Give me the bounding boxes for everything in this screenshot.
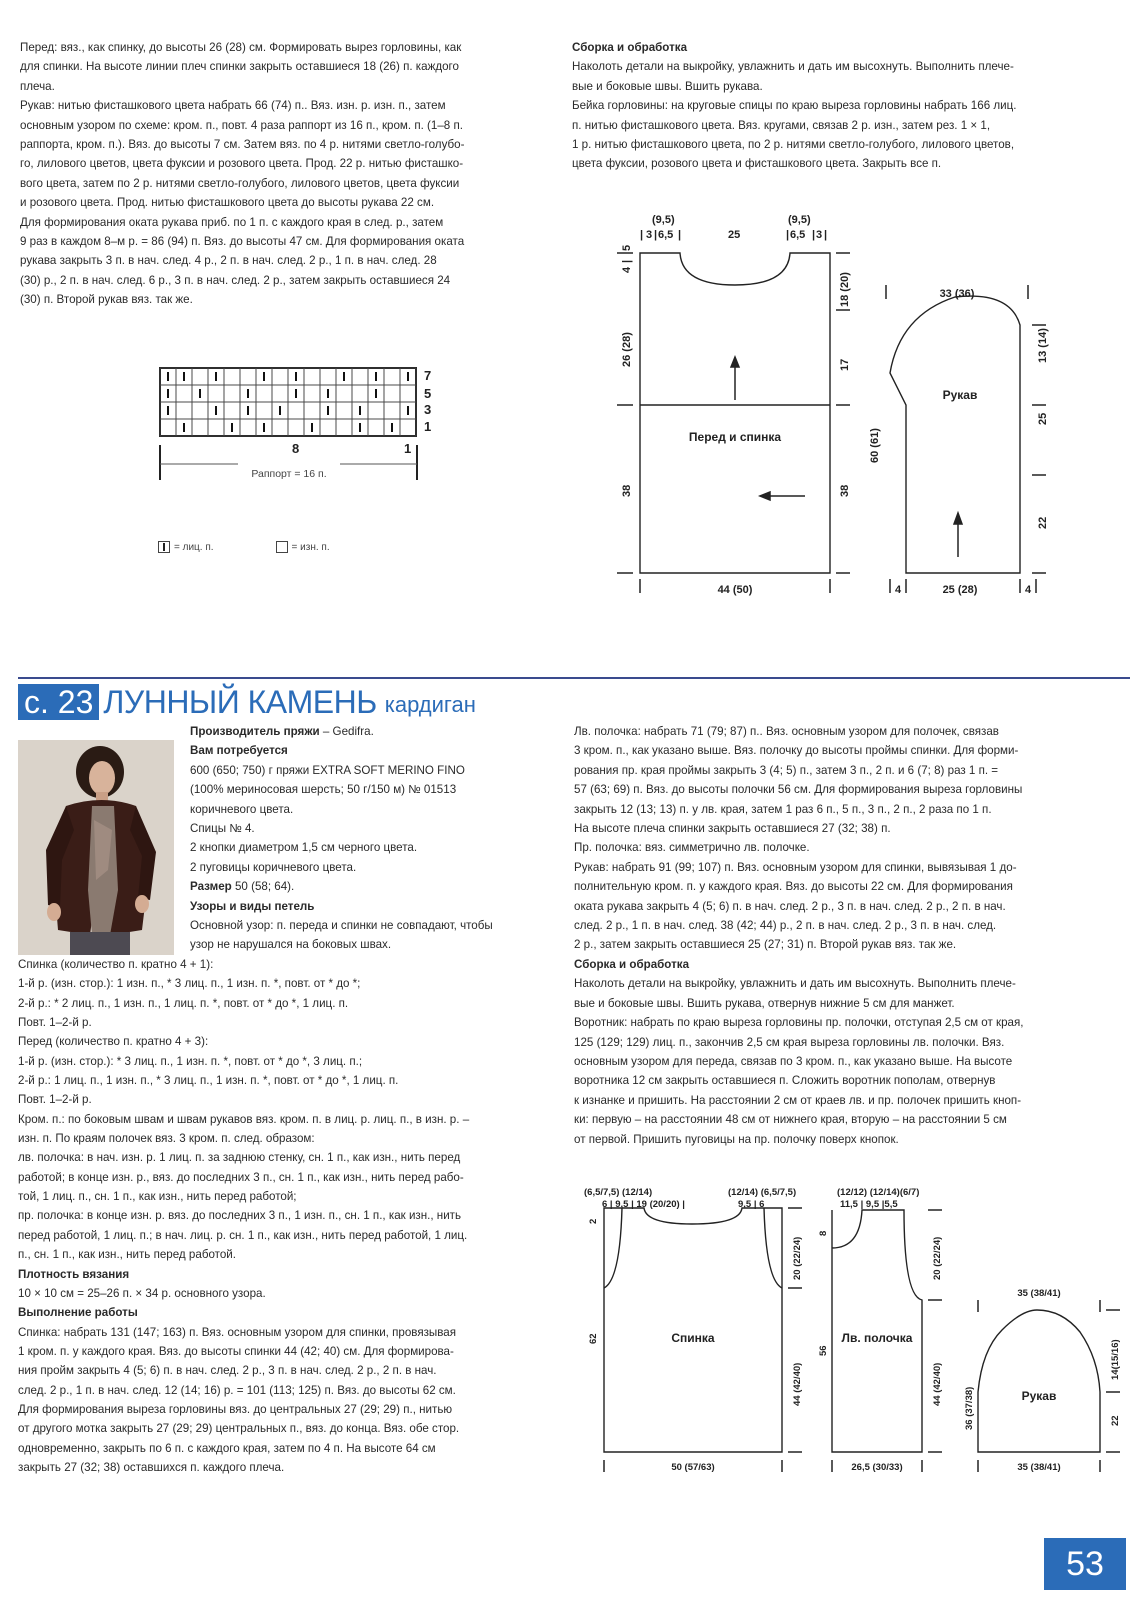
top-right-line: п. нитью фисташкового цвета. Вяз. кругами, связав 2 р. изн., затем рез. 1 × 1, [572, 118, 991, 132]
right_col-line [574, 800, 1024, 819]
chart-cell [304, 402, 320, 419]
sleeve-width: 35 (38/41) [1017, 1462, 1061, 1473]
project-subtitle: кардиган [384, 692, 476, 717]
right_col-text: вые и боковые швы. Вшить рукава, отвернув нижние 5 см для манжет. [574, 996, 955, 1010]
chart-cell [240, 419, 256, 436]
dim-38-left: 38 [621, 484, 633, 497]
left_col-line [18, 1052, 469, 1071]
materials-text: Спицы № 4. [190, 822, 255, 836]
left_col-text: ния пройм закрыть 4 (5; 6) п. в нач. след. 2 р., 3 п. в нач. след. 2 р., 2 п. в нач. [18, 1364, 437, 1378]
left_col-text: лв. полочка: в нач. изн. р. 1 лиц. п. за заднюю стенку, сн. 1 п., как изн., нить перед [18, 1151, 461, 1165]
dim-2: 2 [588, 1218, 599, 1224]
chart-cell [352, 368, 368, 385]
chart-cell [272, 385, 288, 402]
right_col-line [574, 722, 1024, 741]
right_col-text: На высоте плеча спинки закрыть оставшиеся 27 (32; 38) п. [574, 822, 891, 836]
materials-text: (100% мериносовая шерсть; 50 г/150 м) № 01513 [190, 783, 457, 797]
dim-sleeve-4-right: 4 [1024, 584, 1032, 596]
materials-line [190, 916, 493, 935]
schematic-top [600, 205, 1080, 605]
dim-38-right: 38 [839, 484, 851, 497]
chart-cell [320, 419, 336, 436]
back-top-dims-3: (12/14) (6,5/7,5) [728, 1187, 797, 1198]
back-top-dims-1: (6,5/7,5) (12/14) [584, 1187, 653, 1198]
right_col-text: рования пр. края проймы закрыть 3 (4; 5) п., затем 3 п., 2 п. и 6 (7; 8) раз 1 п. = [574, 763, 999, 777]
left_col-text: Кром. п.: по боковым швам и швам рукавов вяз. кром. п. в лиц. р. лиц. п., в изн. р. – [18, 1112, 470, 1126]
chart-cell [272, 368, 288, 385]
dim-4: 4 [621, 266, 633, 273]
chart-row-3: 3 [424, 402, 432, 417]
right_col-line [574, 955, 1024, 974]
left_col-line [18, 1361, 469, 1380]
left_col-line [18, 955, 469, 974]
left_col-line [18, 1226, 469, 1245]
chart-cell [176, 385, 192, 402]
chart-cell [224, 385, 240, 402]
left_col-text: 10 × 10 см = 25–26 п. × 34 р. основного узора. [18, 1286, 266, 1300]
right_col-text: Воротник: набрать по краю выреза горловины пр. полочки, отступая 2,5 см от края, [574, 1016, 1024, 1030]
top_left-line: (30) р., 2 п. в нач. след. 6 р., 3 п. в нач. след. 2 р., затем закрыть оставшиеся 24 [20, 273, 451, 287]
materials-text: коричневого цвета. [190, 802, 294, 816]
top_left-line: для спинки. На высоте линии плеч спинки закрыть оставшиеся 18 (26) п. каждого [20, 60, 459, 74]
front-top-dims-2: 11,5 | 9,5 |5,5 [840, 1199, 898, 1210]
right_col-line [574, 819, 1024, 838]
right_col-text: к изнанке и пришить. На расстоянии 2 см от краев лв. и пр. полочек пришить кноп- [574, 1093, 1022, 1107]
right_col-text: Наколоть детали на выкройку, увлажнить и дать им высохнуть. Выполнить плече- [574, 977, 1016, 991]
left_col-text: Спинка: набрать 131 (147; 163) п. Вяз. основным узором для спинки, провязывая [18, 1325, 457, 1339]
left_col-line [18, 1458, 469, 1477]
chart-cell [192, 419, 208, 436]
chart-row-5: 5 [424, 386, 432, 401]
svg-text:|: | [786, 229, 790, 241]
chart-cell [192, 402, 208, 419]
materials-text [190, 722, 493, 955]
materials-bold: Производитель пряжи [190, 725, 320, 738]
instructions-left [18, 955, 469, 1477]
chart-cell [256, 402, 272, 419]
right_col-bold: Сборка и обработка [574, 957, 690, 971]
page-ref: с. 23 [18, 684, 99, 720]
dim-sleeve-22: 22 [1110, 1415, 1121, 1426]
left_col-text: одновременно, закрыть по 6 п. с каждого края, затем по 4 п. На высоте 64 см [18, 1441, 436, 1455]
stitch-chart [150, 360, 450, 500]
dim-sleeve-top: 33 (36) [939, 288, 975, 300]
left_col-text: пр. полочка: в конце изн. р. вяз. до последних 3 п., 1 изн. п., сн. 1 п., как изн., нить [18, 1209, 462, 1223]
right_col-text: Рукав: набрать 91 (99; 107) п. Вяз. основным узором для спинки, вывязывая 1 до- [574, 860, 1017, 874]
materials-line [190, 838, 493, 857]
right_col-text: полнительную кром. п. у каждого края. Вяз. до высоты 22 см. Для формирования [574, 880, 1013, 894]
chart-cell [304, 368, 320, 385]
top_left-line: 9 раз в каждом 8–м р. = 86 (94) п. Вяз. до высоты 47 см. Для формирования оката [20, 235, 465, 249]
right_col-text: закрыть 12 (13; 13) п. у лв. края, затем 1 раз 6 п., 5 п., 3 п., 2 п., 2 раза по 1 п. [574, 802, 992, 816]
chart-cell [288, 419, 304, 436]
purl-symbol-icon [276, 541, 288, 553]
top_left-line: раппорта, кром. п.). Вяз. до высоты 7 см. Затем вяз. по 4 р. нитями светло-голубо- [20, 138, 465, 152]
top-right-line: Бейка горловины: на круговые спицы по краю выреза горловины набрать 166 лиц. [572, 99, 1017, 113]
dim-sleeve-4-left: 4 [894, 584, 902, 596]
chart-cell [400, 385, 416, 402]
right_col-line [574, 994, 1024, 1013]
left_col-text: 1 кром. п. у каждого края. Вяз. до высоты спинки 44 (42; 40) см. Для формирова- [18, 1344, 454, 1358]
right_col-line [574, 916, 1024, 935]
right_col-line [574, 780, 1024, 799]
right_col-text: от первой. Пришить пуговицы на пр. полочку поверх кнопок. [574, 1132, 899, 1146]
chart-cell [208, 419, 224, 436]
materials-text: 2 пуговицы коричневого цвета. [190, 860, 357, 874]
back-label: Спинка [671, 1331, 715, 1345]
top_left-line: вого цвета, затем по 2 р. нитями светло-голубого, лилового цветов, цвета фуксии [20, 176, 460, 190]
left_col-line [18, 1303, 469, 1322]
dim-front-20-22: 20 (22/24) [932, 1236, 943, 1280]
top_left-line: (30) п. Второй рукав вяз. так же. [20, 293, 193, 307]
chart-cell [208, 385, 224, 402]
chart-cell [224, 402, 240, 419]
chart-repeat-label: Раппорт = 16 п. [251, 468, 327, 480]
svg-text:|: | [654, 229, 658, 241]
page-number: 53 [1044, 1538, 1126, 1590]
materials-line [190, 800, 493, 819]
section-title [18, 684, 476, 720]
top_left-line: и розового цвета. Прод. нитью фисташкового цвета до высоты рукава 22 см. [20, 196, 435, 210]
left_col-line [18, 1187, 469, 1206]
materials-line [190, 741, 493, 760]
left_col-line [18, 1206, 469, 1225]
materials-line [190, 819, 493, 838]
left_col-text: той, 1 лиц. п., сн. 1 п., как изн., нить перед работой; [18, 1190, 297, 1204]
dim-14-15: 14(15/16) [1110, 1339, 1121, 1380]
materials-line [190, 761, 493, 780]
left_col-line [18, 1129, 469, 1148]
front-width: 26,5 (30/33) [851, 1462, 903, 1473]
left_col-line [18, 1342, 469, 1361]
left_col-text: 2-й р.: * 2 лиц. п., 1 изн. п., 1 лиц. п. *, повт. от * до *, 1 лиц. п. [18, 996, 349, 1010]
left_col-line [18, 1419, 469, 1438]
right_col-text: 57 (63; 69) п. Вяз. до высоты полочки 56 см. Для формирования выреза горловины [574, 783, 1023, 797]
materials-text: узор не нарушался на боковых швах. [190, 938, 392, 952]
legend-knit: = лиц. п. [174, 541, 214, 553]
left_col-line [18, 1284, 469, 1303]
chart-col-8: 8 [292, 441, 300, 456]
dim-shoulder-right: (9,5) [788, 214, 811, 226]
left_col-line [18, 974, 469, 993]
chart-cell [384, 368, 400, 385]
top-right-line: Наколоть детали на выкройку, увлажнить и дать им высохнуть. Выполнить плече- [572, 60, 1014, 74]
dim-22: 22 [1037, 516, 1049, 529]
front-top-dims-1: (12/12) (12/14)(6/7) [837, 1187, 920, 1198]
dim-5: 5 [621, 244, 633, 251]
right_col-line [574, 858, 1024, 877]
chart-cell [384, 402, 400, 419]
right_col-line [574, 877, 1024, 896]
chart-cell [240, 368, 256, 385]
left_col-text: след. 2 р., 1 п. в нач. след. 12 (14; 16) р. = 101 (113; 125) п. Вяз. до высоты 62 см. [18, 1383, 456, 1397]
left_col-line [18, 1110, 469, 1129]
materials-line [190, 935, 493, 954]
left_col-line [18, 1032, 469, 1051]
left_col-text: Перед (количество п. кратно 4 + 3): [18, 1035, 209, 1049]
chart-cell [400, 419, 416, 436]
left_col-line [18, 994, 469, 1013]
chart-cell [368, 419, 384, 436]
materials-line [190, 858, 493, 877]
dim-front-44-42: 44 (42/40) [932, 1362, 943, 1406]
top-left-text [20, 38, 464, 310]
left_col-text: закрыть 27 (32; 38) оставшихся п. каждого плеча. [18, 1460, 285, 1474]
materials-text: 50 (58; 64). [231, 880, 295, 894]
right_col-line [574, 1130, 1024, 1149]
right_col-line [574, 897, 1024, 916]
left_col-text: Спинка (количество п. кратно 4 + 1): [18, 958, 214, 971]
dim-18-20: 18 (20) [839, 272, 851, 307]
right_col-line [574, 935, 1024, 954]
left_col-line [18, 1090, 469, 1109]
back-top-dims-4: 9,5 | 6 [738, 1199, 765, 1210]
dim-56: 56 [818, 1345, 829, 1356]
chart-col-1: 1 [404, 441, 412, 456]
right_col-text: оката рукава закрыть 4 (5; 6) п. в нач. след. 2 р., 3 п. в нач. след. 2 р., 2 п. в нач. [574, 899, 1006, 913]
svg-text:|: | [812, 229, 816, 241]
right_col-line [574, 1013, 1024, 1032]
dim-3-right: 3 [816, 229, 823, 241]
svg-text:|: | [678, 229, 682, 241]
svg-text:|: | [621, 259, 633, 263]
left_col-text: от другого мотка закрыть 27 (29; 29) центральных п., вяз. до конца. Вяз. обе стор. [18, 1422, 460, 1436]
svg-text:|: | [640, 229, 644, 241]
materials-line [190, 897, 493, 916]
right_col-text: Пр. полочка: вяз. симметрично лв. полочке. [574, 841, 810, 855]
right_col-line [574, 1071, 1024, 1090]
top-right-text [572, 38, 1016, 174]
left_col-bold: Плотность вязания [18, 1267, 130, 1281]
top-right-line: 1 р. нитью фисташкового цвета, по 2 р. нитями светло-голубого, лилового цветов, [572, 138, 1015, 152]
chart-cell [192, 368, 208, 385]
right_col-text: основным узором для переда, связав по 3 кром. п., как указано выше. На высоте [574, 1054, 1013, 1068]
top_left-line: плеча. [20, 79, 55, 93]
chart-cell [176, 402, 192, 419]
left_col-text: 1-й р. (изн. стор.): 1 изн. п., * 3 лиц. п., 1 изн. п. *, повт. от * до *; [18, 977, 361, 991]
chart-cell [288, 402, 304, 419]
materials-text: – Gedifra. [319, 725, 374, 738]
back-width: 50 (57/63) [671, 1462, 715, 1473]
top-right-line: вые и боковые швы. Вшить рукава. [572, 79, 763, 93]
right_col-line [574, 1091, 1024, 1110]
left_col-line [18, 1013, 469, 1032]
left_col-line [18, 1265, 469, 1284]
chart-cell [368, 402, 384, 419]
materials-text: 600 (650; 750) г пряжи EXTRA SOFT MERINO FINO [190, 763, 465, 777]
chart-legend [158, 541, 330, 553]
top_left-line: Рукав: нитью фисташкового цвета набрать 66 (74) п.. Вяз. изн. р. изн. п., затем [20, 99, 446, 113]
right_col-line [574, 838, 1024, 857]
dim-36-37: 36 (37/38) [964, 1386, 975, 1430]
right_col-text: воротника 12 см закрыть оставшиеся п. Сложить воротник пополам, отвернув [574, 1074, 996, 1088]
left_col-text: Повт. 1–2-й р. [18, 1016, 92, 1030]
top_left-line: Перед: вяз., как спинку, до высоты 26 (28) см. Формировать вырез горловины, как [20, 41, 462, 54]
right_col-line [574, 974, 1024, 993]
left_col-text: 2-й р.: 1 лиц. п., 1 изн. п., * 3 лиц. п., 1 изн. п. *, повт. от * до *, 1 лиц. п. [18, 1074, 399, 1088]
chart-grid [160, 368, 416, 436]
dim-shoulder-left: (9,5) [652, 214, 675, 226]
top_left-line: го, лилового цветов, цвета фуксии и розового цвета. Прод. 22 р. нитью фисташко- [20, 157, 464, 171]
dim-back-44-42: 44 (42/40) [792, 1362, 803, 1406]
dim-26-28: 26 (28) [621, 332, 633, 367]
legend-purl: = изн. п. [291, 541, 330, 553]
dim-65-right: 6,5 [790, 229, 806, 241]
chart-cell [272, 419, 288, 436]
dim-sleeve-width: 25 (28) [942, 584, 978, 596]
chart-cell [256, 385, 272, 402]
materials-bold: Узоры и виды петель [190, 899, 315, 913]
chart-cell [336, 402, 352, 419]
instructions-right [574, 722, 1024, 1149]
dim-back-20-22: 20 (22/24) [792, 1236, 803, 1280]
knit-symbol-icon [158, 541, 170, 553]
dim-17: 17 [839, 358, 851, 371]
dim-neck: 25 [728, 229, 741, 241]
right_col-line [574, 741, 1024, 760]
left_col-text: Для формирования выреза горловины вяз. до центральных 27 (29; 29) п., нитью [18, 1402, 453, 1416]
top_left-line: основным узором по схеме: кром. п., повт. 4 раза раппорт из 16 п., кром. п. (1–8 п. [20, 118, 463, 132]
right_col-line [574, 1033, 1024, 1052]
chart-cell [336, 385, 352, 402]
svg-text:|: | [824, 229, 828, 241]
right_col-line [574, 761, 1024, 780]
left_col-bold: Выполнение работы [18, 1306, 138, 1320]
left_col-line [18, 1168, 469, 1187]
left_col-text: Повт. 1–2-й р. [18, 1093, 92, 1107]
materials-line [190, 877, 493, 896]
dim-25: 25 [1037, 412, 1049, 425]
materials-line [190, 722, 493, 741]
right_col-text: 3 кром. п., как указано выше. Вяз. полочку до высоты проймы спинки. Для форми- [574, 744, 1019, 758]
chart-cell [320, 368, 336, 385]
right_col-line [574, 1110, 1024, 1129]
sleeve-top-dim: 35 (38/41) [1017, 1288, 1061, 1299]
chart-cell [224, 368, 240, 385]
schematic-bottom [582, 1180, 1122, 1480]
chart-row-7: 7 [424, 368, 432, 383]
left_col-line [18, 1148, 469, 1167]
left_col-text: перед работой, 1 лиц. п.; в нач. лиц. р. сн. 1 п., как изн., нить перед работой, 1 лиц. [18, 1228, 468, 1242]
left_col-line [18, 1381, 469, 1400]
top-right-line: цвета фуксии, розового цвета и фисташкового цвета. Закрыть все п. [572, 157, 942, 171]
chart-cell [160, 419, 176, 436]
dim-3-left: 3 [646, 229, 653, 241]
model-photo [18, 740, 174, 955]
body-label: Перед и спинка [688, 430, 782, 444]
left_col-text: п., сн. 1 п., как изн., нить перед работой. [18, 1248, 236, 1262]
front-label: Лв. полочка [841, 1331, 913, 1345]
top_left-line: Для формирования оката рукава приб. по 1 п. с каждого края в след. р., затем [20, 215, 444, 229]
chart-cell [384, 385, 400, 402]
project-title: ЛУННЫЙ КАМЕНЬ [103, 684, 377, 720]
left_col-text: 1-й р. (изн. стор.): * 3 лиц. п., 1 изн. п. *, повт. от * до *, 3 лиц. п.; [18, 1054, 363, 1068]
left_col-line [18, 1400, 469, 1419]
section-rule [18, 677, 1130, 679]
dim-13-14: 13 (14) [1037, 328, 1049, 363]
assembly-heading: Сборка и обработка [572, 41, 688, 54]
left_col-line [18, 1323, 469, 1342]
materials-line [190, 780, 493, 799]
left_col-line [18, 1071, 469, 1090]
sleeve-label: Рукав [942, 388, 978, 402]
right_col-line [574, 1052, 1024, 1071]
chart-row-1: 1 [424, 419, 432, 434]
chart-cell [336, 419, 352, 436]
dim-width: 44 (50) [717, 584, 753, 596]
materials-text: 2 кнопки диаметром 1,5 см черного цвета. [190, 841, 418, 855]
top_left-line: рукава закрыть 3 п. в нач. след. 4 р., 2 п. в нач. след. 2 р., 1 п. в нач. след. 28 [20, 254, 437, 268]
back-top-dims-2: 6 | 9,5 | 19 (20/20) | [602, 1199, 685, 1210]
chart-cell [352, 385, 368, 402]
materials-bold: Размер [190, 880, 232, 894]
left_col-line [18, 1439, 469, 1458]
right_col-text: 125 (129; 129) лиц. п., закончив 2,5 см края выреза горловины лв. полочки. Вяз. [574, 1035, 1005, 1049]
materials-bold: Вам потребуется [190, 744, 288, 758]
right_col-text: Лв. полочка: набрать 71 (79; 87) п.. Вяз. основным узором для полочек, связав [574, 725, 999, 738]
dim-8: 8 [818, 1230, 829, 1236]
left_col-line [18, 1245, 469, 1264]
dim-65-left: 6,5 [658, 229, 674, 241]
dim-62: 62 [588, 1333, 599, 1344]
sleeve-label-2: Рукав [1021, 1389, 1057, 1403]
right_col-text: ки: первую – на расстоянии 48 см от нижнего края, вторую – на расстоянии 5 см [574, 1113, 1007, 1127]
dim-60-61: 60 (61) [869, 428, 881, 463]
chart-cell [304, 385, 320, 402]
left_col-text: работой; в конце изн. р., вяз. до последних 3 п., сн. 1 п., как изн., нить перед рабо- [18, 1170, 464, 1184]
right_col-text: 2 р., затем закрыть оставшиеся 25 (27; 31) п. Второй рукав вяз. так же. [574, 938, 957, 952]
materials-text: Основной узор: п. переда и спинки не совпадают, чтобы [190, 919, 493, 933]
right_col-text: след. 2 р., 1 п. в нач. след. 38 (42; 44) р., 2 п. в нач. след. 2 р., 3 п. в нач. след. [574, 919, 997, 933]
left_col-text: изн. п. По краям полочек вяз. 3 кром. п. след. образом: [18, 1132, 315, 1146]
